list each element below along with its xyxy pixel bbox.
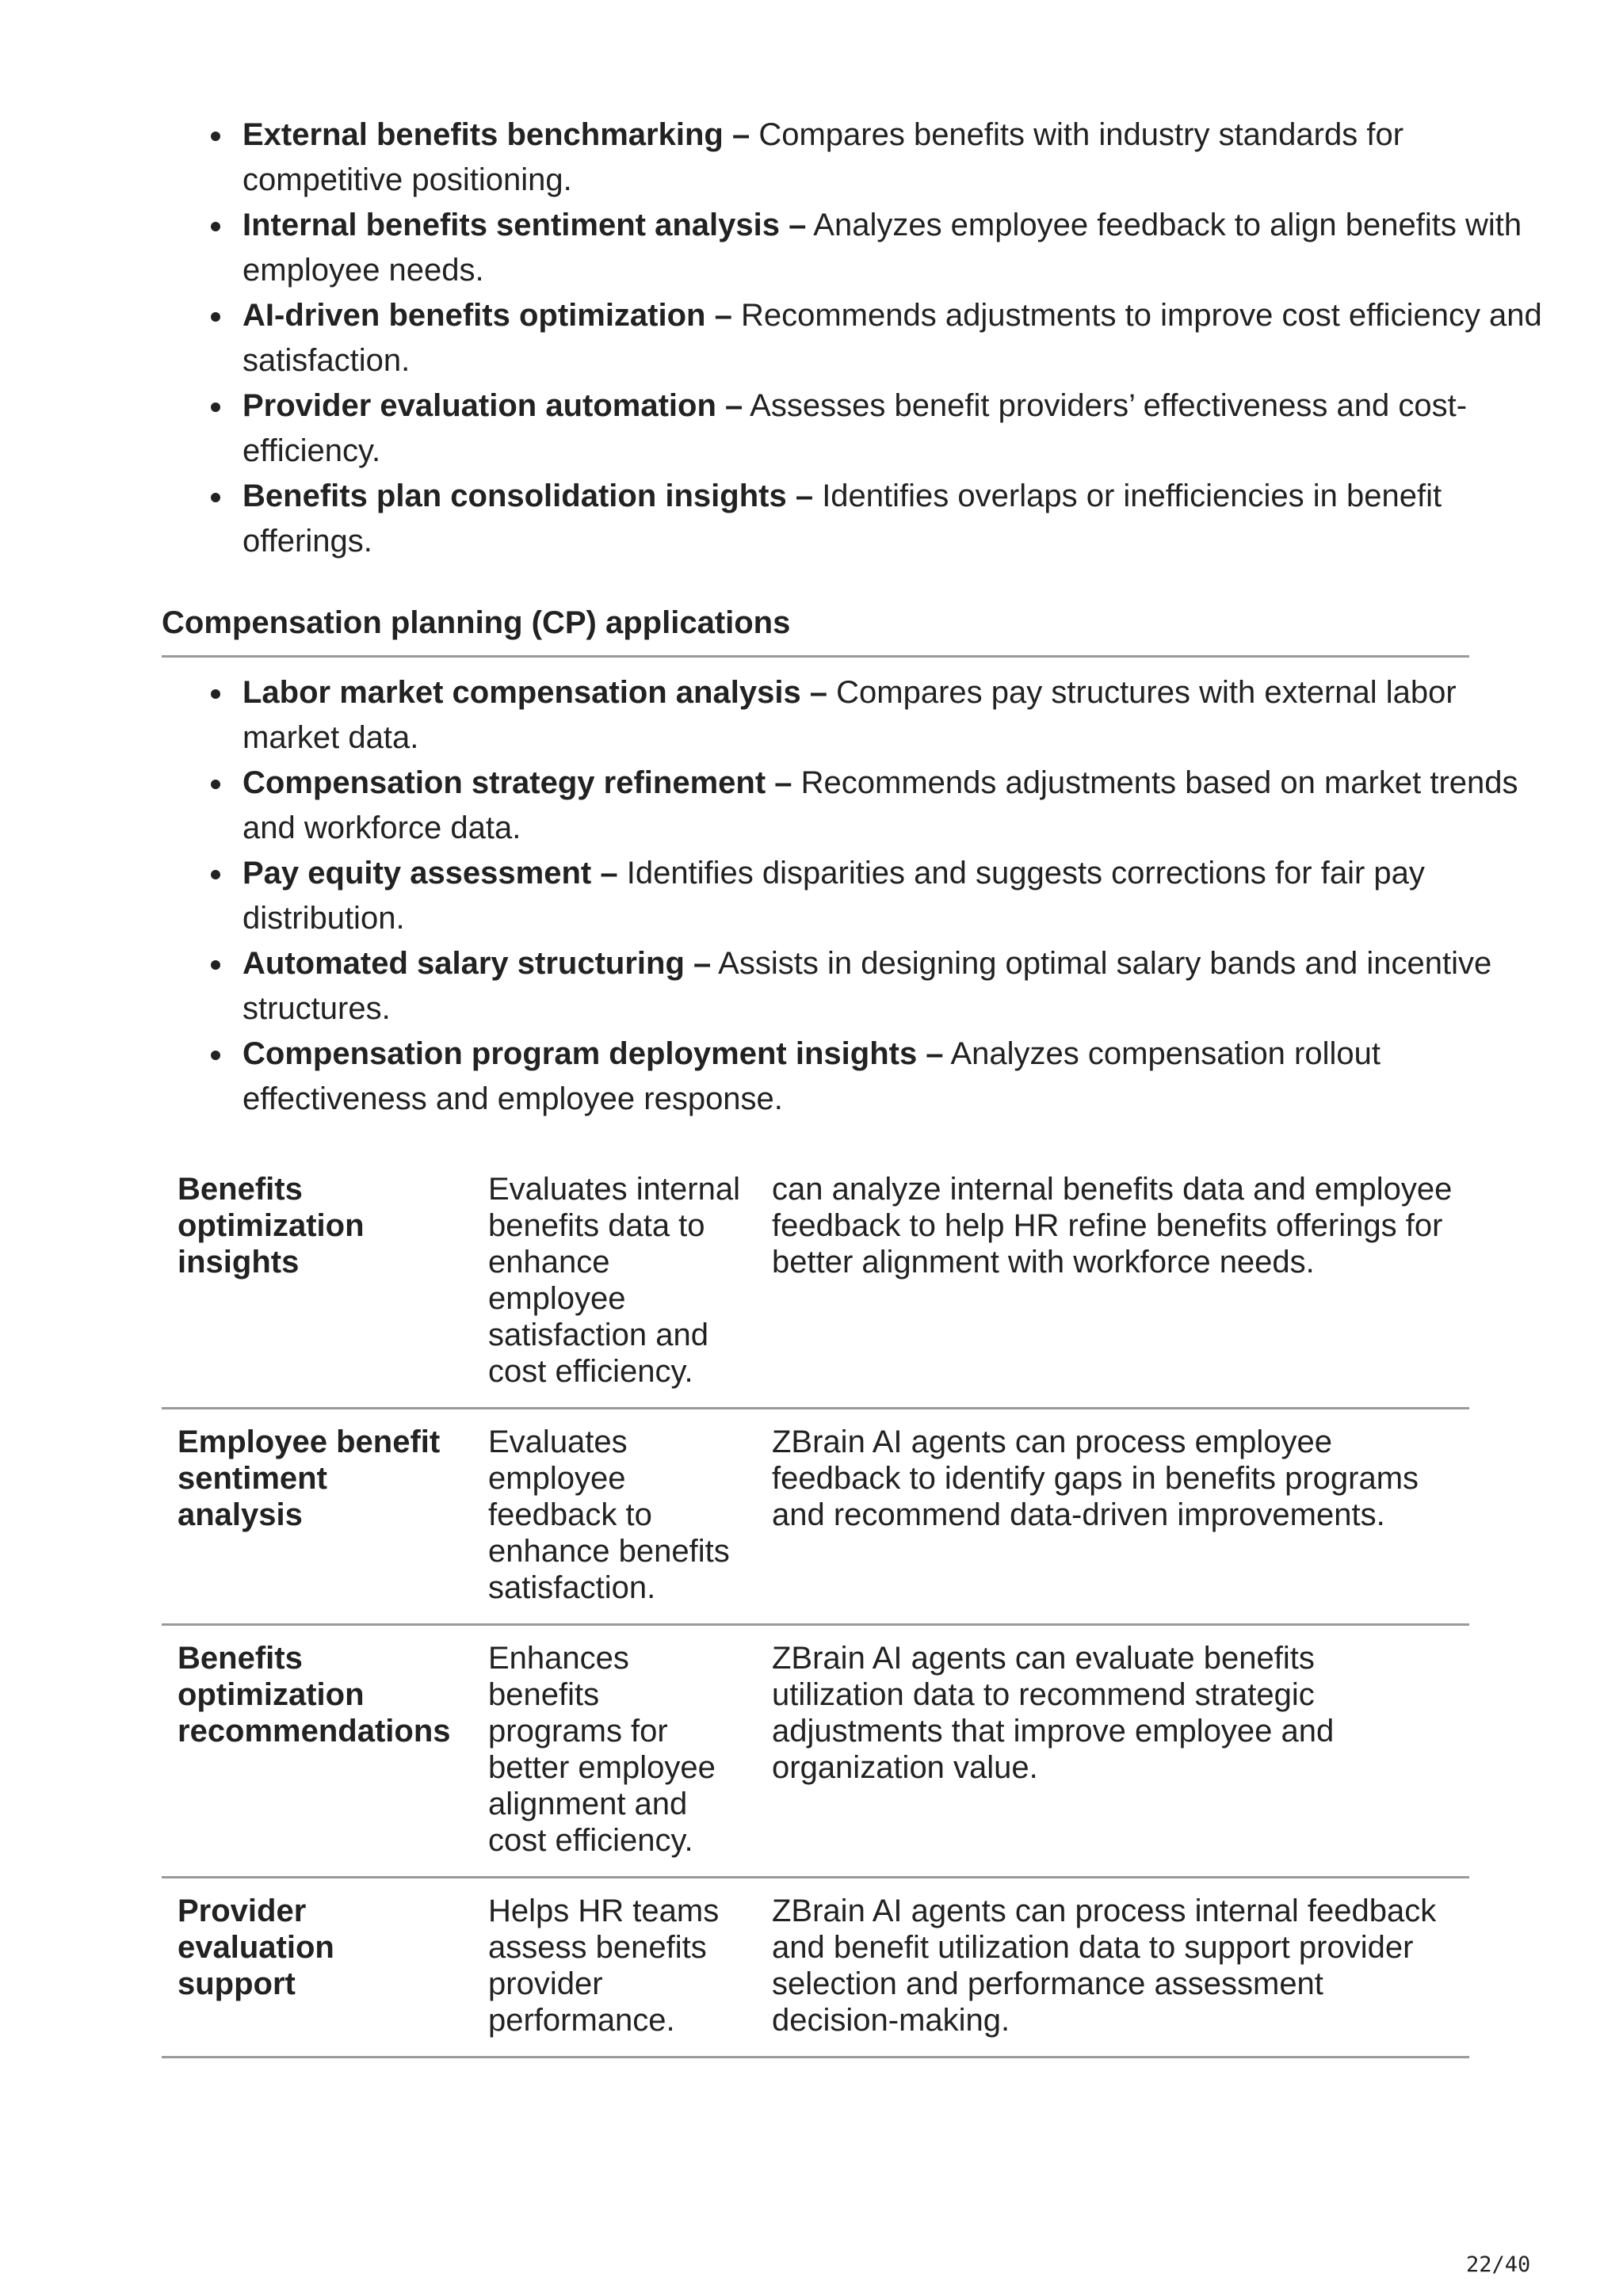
feature-how-cell: can analyze internal benefits data and employee feedback to help HR refine benefits offerings for better alignment with workforce needs. [756, 1158, 1469, 1409]
feature-description-cell: Enhances benefits programs for better employee alignment and cost efficiency. [472, 1625, 756, 1878]
features-table [162, 1158, 1469, 2058]
section-heading: Compensation planning (CP) applications [162, 601, 1469, 658]
bullet-term: Automated salary structuring – [242, 946, 712, 981]
feature-how-cell: ZBrain AI agents can process internal feedback and benefit utilization data to support provider selection and performance assessment decision-making. [756, 1878, 1469, 2058]
bullet-text: Recommends adjustments based on market trends and workforce data. [242, 765, 1518, 845]
feature-description-cell: Evaluates employee feedback to enhance benefits satisfaction. [472, 1409, 756, 1625]
feature-description-cell: Helps HR teams assess benefits provider performance. [472, 1878, 756, 2058]
list-item [242, 670, 1550, 761]
bullet-text: Compares benefits with industry standards for competitive positioning. [242, 117, 1404, 197]
list-item [242, 474, 1550, 564]
feature-name-cell: Provider evaluation support [162, 1878, 472, 2058]
bullet-term: Labor market compensation analysis – [242, 675, 828, 710]
table-row [162, 1625, 1469, 1878]
feature-how-cell: ZBrain AI agents can evaluate benefits utilization data to recommend strategic adjustments that improve employee and organization value. [756, 1625, 1469, 1878]
list-item [242, 113, 1550, 203]
list-item [242, 851, 1550, 941]
bullet-term: External benefits benchmarking – [242, 117, 750, 152]
feature-name-cell: Benefits optimization insights [162, 1158, 472, 1409]
bullet-text: Recommends adjustments to improve cost efficiency and satisfaction. [242, 298, 1542, 378]
compensation-bullet-list [162, 670, 1550, 1122]
bullet-term: Internal benefits sentiment analysis – [242, 208, 807, 242]
bullet-term: Compensation program deployment insights – [242, 1036, 944, 1071]
bullet-term: Compensation strategy refinement – [242, 765, 792, 800]
list-item [242, 383, 1550, 474]
list-item [242, 203, 1550, 293]
bullet-text: Compares pay structures with external labor market data. [242, 675, 1457, 755]
bullet-text: Analyzes compensation rollout effectiveness and employee response. [242, 1036, 1381, 1116]
bullet-term: Provider evaluation automation – [242, 388, 743, 423]
table-row [162, 1409, 1469, 1625]
benefits-bullet-list [162, 113, 1550, 564]
list-item [242, 1032, 1550, 1122]
table-row [162, 1878, 1469, 2058]
list-item [242, 761, 1550, 851]
bullet-term: AI-driven benefits optimization – [242, 298, 732, 333]
table-row [162, 1158, 1469, 1409]
bullet-text: Identifies overlaps or inefficiencies in benefit offerings. [242, 479, 1442, 559]
bullet-text: Assesses benefit providers’ effectiveness and cost-efficiency. [242, 388, 1468, 468]
list-item [242, 293, 1550, 383]
feature-name-cell: Benefits optimization recommendations [162, 1625, 472, 1878]
bullet-text: Assists in designing optimal salary bands and incentive structures. [242, 946, 1492, 1026]
feature-how-cell: ZBrain AI agents can process employee feedback to identify gaps in benefits programs and recommend data-driven improvements. [756, 1409, 1469, 1625]
bullet-term: Pay equity assessment – [242, 856, 618, 891]
bullet-text: Identifies disparities and suggests corrections for fair pay distribution. [242, 856, 1425, 936]
bullet-text: Analyzes employee feedback to align benefits with employee needs. [242, 208, 1522, 288]
page-number: 22/40 [1466, 2252, 1531, 2277]
feature-name-cell: Employee benefit sentiment analysis [162, 1409, 472, 1625]
list-item [242, 941, 1550, 1032]
feature-description-cell: Evaluates internal benefits data to enhance employee satisfaction and cost efficiency. [472, 1158, 756, 1409]
bullet-term: Benefits plan consolidation insights – [242, 479, 814, 513]
